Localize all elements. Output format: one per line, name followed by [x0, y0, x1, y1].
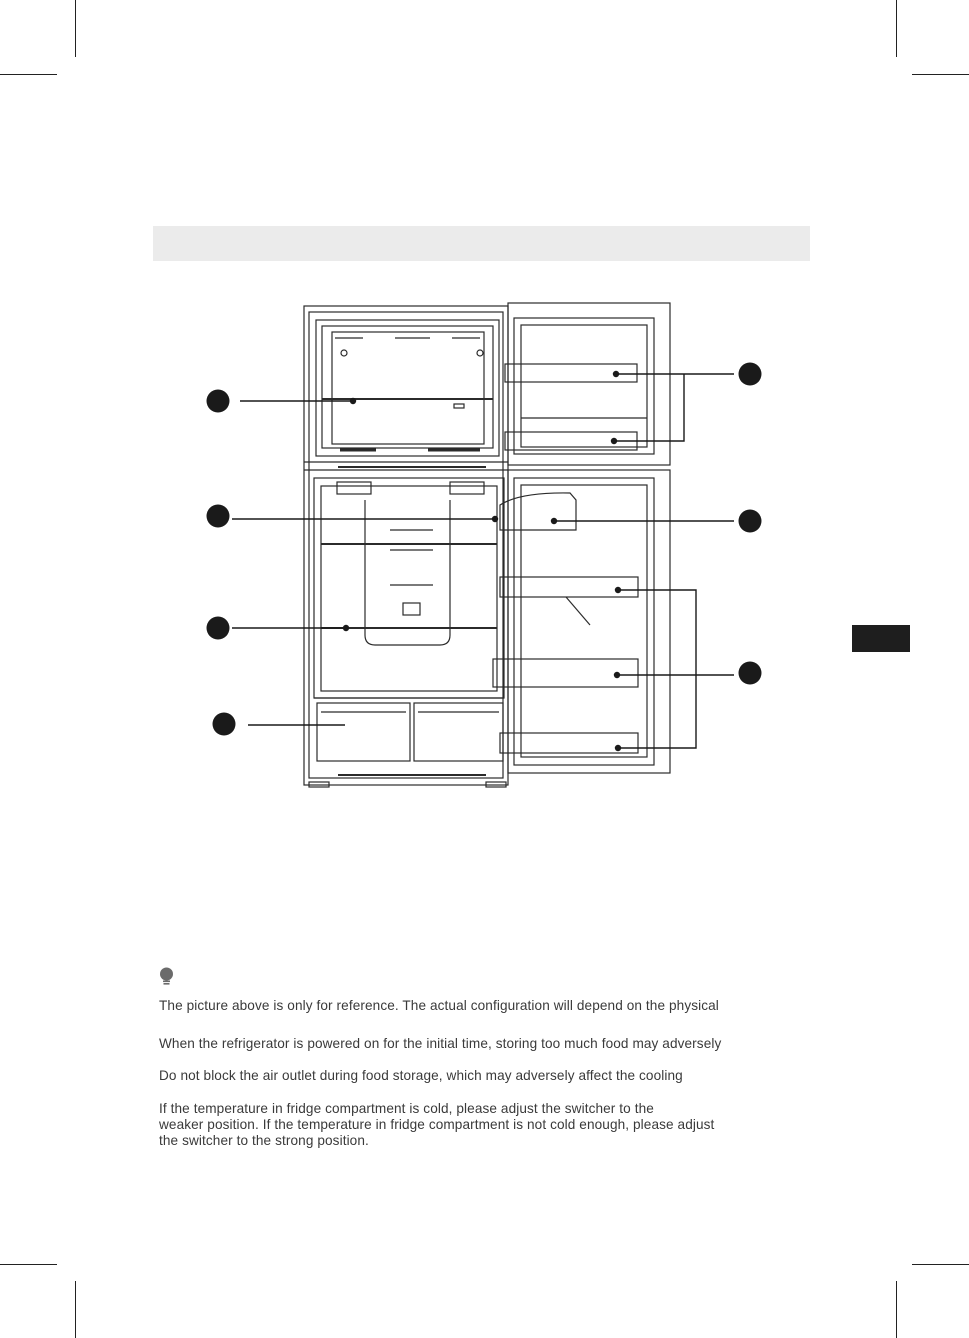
callout-marker-fridge-shelf [207, 617, 230, 640]
note-reference: The picture above is only for reference. The actual configuration will depend on the physical [159, 998, 719, 1013]
crop-mark-bottom-right-h [912, 1264, 969, 1265]
air-duct [365, 500, 450, 645]
note-air-outlet: Do not block the air outlet during food storage, which may adversely affect the cooling [159, 1068, 683, 1083]
fridge-compartment [314, 478, 504, 698]
callout-marker-freezer-shelf [207, 390, 230, 413]
callout-marker-egg-tray [739, 510, 762, 533]
freezer-compartment [316, 320, 499, 456]
note-temperature-switcher: If the temperature in fridge compartment is cold, please adjust the switcher to the weaker position. If the temperature in fridge compartment is not cold enough, please adjust the switcher to the strong position. [159, 1101, 715, 1148]
fridge-door [508, 470, 670, 773]
note-initial-power-on: When the refrigerator is powered on for the initial time, storing too much food may adversely [159, 1036, 722, 1051]
callout-marker-freezer-door-bins [739, 363, 762, 386]
egg-tray [500, 493, 576, 530]
callout-marker-door-shelves [739, 662, 762, 685]
crop-mark-bottom-left-v [75, 1281, 76, 1338]
cabinet-outline [304, 306, 508, 785]
callout-marker-fridge-upper [207, 505, 230, 528]
callout-marker-crisper [213, 713, 236, 736]
crop-mark-bottom-right-v [896, 1281, 897, 1338]
crop-mark-bottom-left-h [0, 1264, 57, 1265]
lightbulb-icon [158, 967, 175, 986]
